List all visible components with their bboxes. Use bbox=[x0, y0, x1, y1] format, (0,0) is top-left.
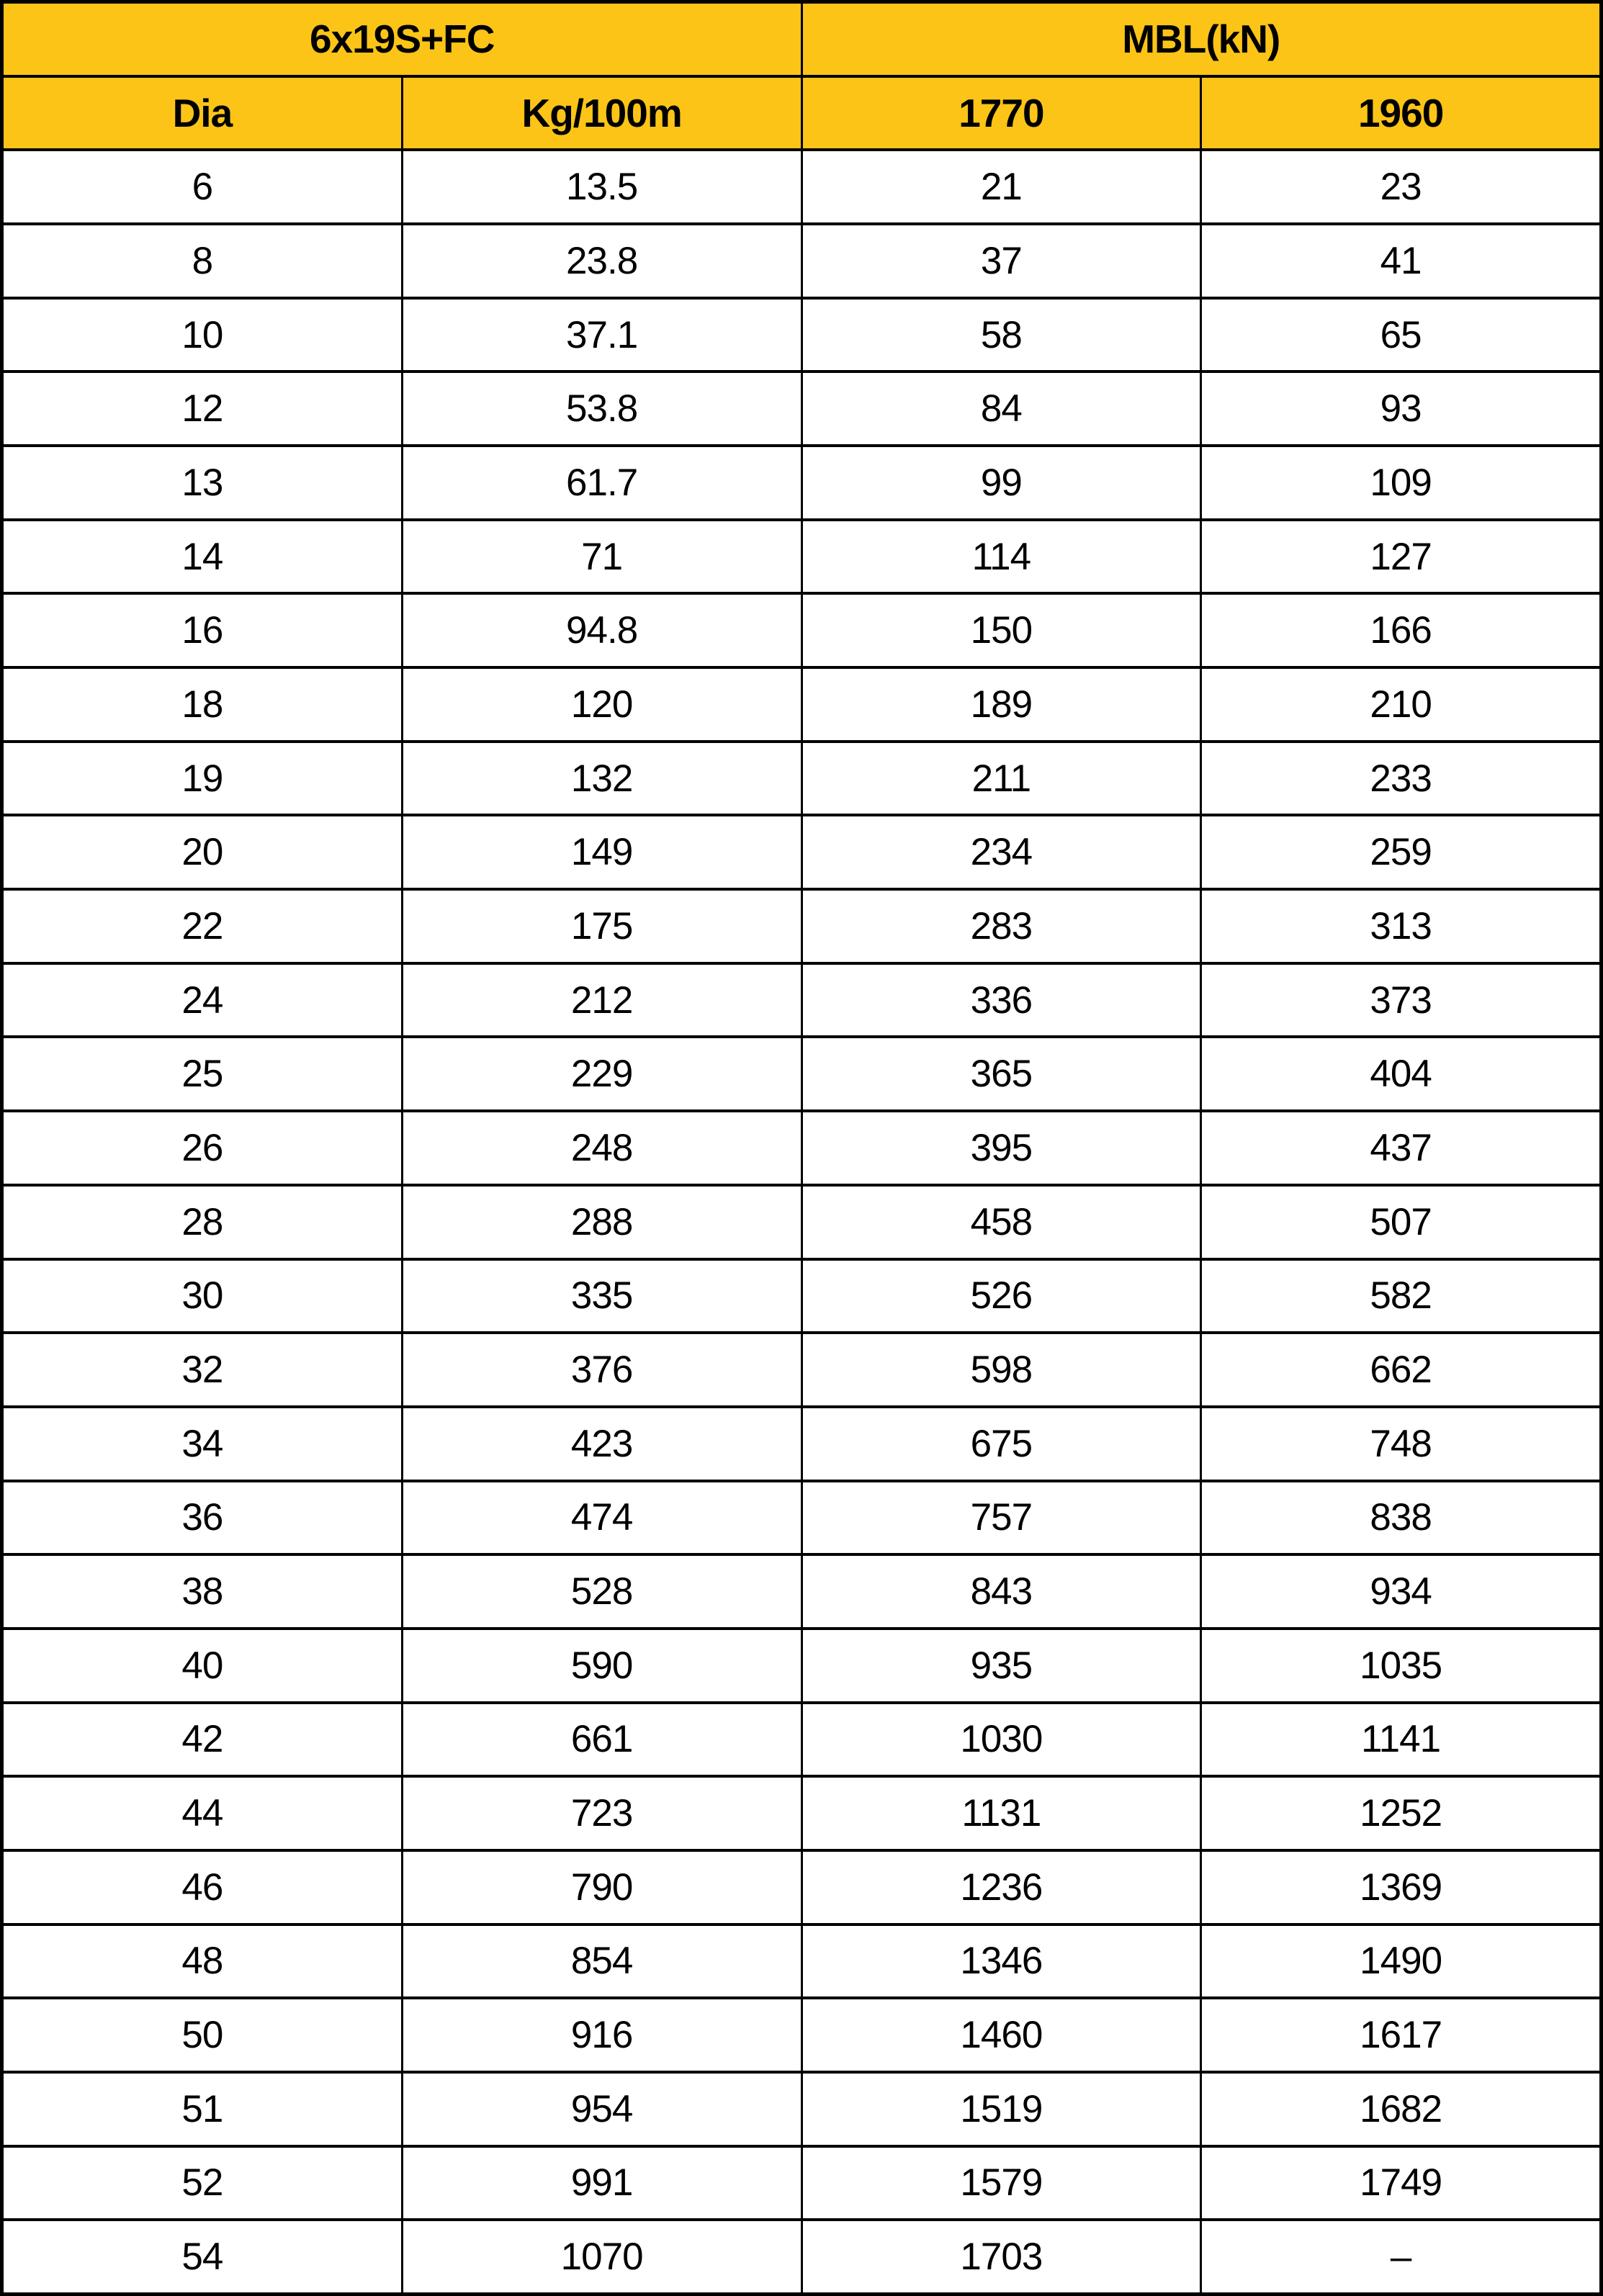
cell-dia: 22 bbox=[4, 891, 401, 962]
cell-mbl-1770: 365 bbox=[803, 1038, 1200, 1109]
cell-dia: 38 bbox=[4, 1556, 401, 1627]
cell-mbl-1770: 99 bbox=[803, 447, 1200, 518]
cell-mbl-1960: 210 bbox=[1202, 669, 1599, 740]
cell-mbl-1770: 283 bbox=[803, 891, 1200, 962]
cell-kg-per-100m: 71 bbox=[403, 521, 801, 593]
cell-kg-per-100m: 528 bbox=[403, 1556, 801, 1627]
cell-kg-per-100m: 120 bbox=[403, 669, 801, 740]
cell-mbl-1770: 935 bbox=[803, 1630, 1200, 1701]
cell-kg-per-100m: 13.5 bbox=[403, 151, 801, 222]
cell-kg-per-100m: 916 bbox=[403, 1999, 801, 2071]
cell-mbl-1960: 1141 bbox=[1202, 1704, 1599, 1775]
cell-kg-per-100m: 723 bbox=[403, 1778, 801, 1849]
cell-mbl-1960: 65 bbox=[1202, 300, 1599, 371]
cell-mbl-1770: 598 bbox=[803, 1334, 1200, 1405]
cell-mbl-1960: 838 bbox=[1202, 1482, 1599, 1554]
cell-dia: 20 bbox=[4, 816, 401, 888]
cell-kg-per-100m: 149 bbox=[403, 816, 801, 888]
cell-mbl-1960: 313 bbox=[1202, 891, 1599, 962]
cell-kg-per-100m: 53.8 bbox=[403, 373, 801, 444]
cell-dia: 16 bbox=[4, 595, 401, 666]
cell-mbl-1770: 1579 bbox=[803, 2148, 1200, 2219]
cell-dia: 40 bbox=[4, 1630, 401, 1701]
cell-dia: 18 bbox=[4, 669, 401, 740]
cell-mbl-1770: 458 bbox=[803, 1187, 1200, 1258]
cell-mbl-1960: 166 bbox=[1202, 595, 1599, 666]
cell-mbl-1960: 934 bbox=[1202, 1556, 1599, 1627]
cell-mbl-1770: 21 bbox=[803, 151, 1200, 222]
cell-mbl-1770: 211 bbox=[803, 743, 1200, 814]
cell-mbl-1960: 748 bbox=[1202, 1408, 1599, 1480]
cell-mbl-1770: 58 bbox=[803, 300, 1200, 371]
cell-mbl-1960: – bbox=[1202, 2221, 1599, 2292]
cell-kg-per-100m: 1070 bbox=[403, 2221, 801, 2292]
cell-dia: 44 bbox=[4, 1778, 401, 1849]
cell-dia: 50 bbox=[4, 1999, 401, 2071]
cell-mbl-1770: 526 bbox=[803, 1261, 1200, 1332]
cell-mbl-1770: 1460 bbox=[803, 1999, 1200, 2071]
cell-mbl-1770: 1519 bbox=[803, 2074, 1200, 2145]
cell-dia: 13 bbox=[4, 447, 401, 518]
cell-mbl-1960: 233 bbox=[1202, 743, 1599, 814]
cell-dia: 52 bbox=[4, 2148, 401, 2219]
cell-mbl-1960: 582 bbox=[1202, 1261, 1599, 1332]
cell-dia: 46 bbox=[4, 1852, 401, 1923]
cell-mbl-1960: 507 bbox=[1202, 1187, 1599, 1258]
cell-mbl-1960: 373 bbox=[1202, 965, 1599, 1036]
cell-kg-per-100m: 854 bbox=[403, 1926, 801, 1997]
cell-mbl-1960: 1035 bbox=[1202, 1630, 1599, 1701]
cell-kg-per-100m: 288 bbox=[403, 1187, 801, 1258]
cell-mbl-1770: 1346 bbox=[803, 1926, 1200, 1997]
cell-mbl-1770: 675 bbox=[803, 1408, 1200, 1480]
cell-kg-per-100m: 954 bbox=[403, 2074, 801, 2145]
cell-mbl-1770: 1236 bbox=[803, 1852, 1200, 1923]
cell-kg-per-100m: 991 bbox=[403, 2148, 801, 2219]
cell-dia: 34 bbox=[4, 1408, 401, 1480]
cell-mbl-1960: 93 bbox=[1202, 373, 1599, 444]
cell-kg-per-100m: 212 bbox=[403, 965, 801, 1036]
cell-mbl-1960: 1490 bbox=[1202, 1926, 1599, 1997]
cell-kg-per-100m: 661 bbox=[403, 1704, 801, 1775]
cell-dia: 26 bbox=[4, 1112, 401, 1184]
cell-mbl-1960: 1749 bbox=[1202, 2148, 1599, 2219]
cell-mbl-1770: 1703 bbox=[803, 2221, 1200, 2292]
cell-mbl-1770: 336 bbox=[803, 965, 1200, 1036]
cell-kg-per-100m: 61.7 bbox=[403, 447, 801, 518]
cell-dia: 51 bbox=[4, 2074, 401, 2145]
cell-kg-per-100m: 132 bbox=[403, 743, 801, 814]
cell-dia: 19 bbox=[4, 743, 401, 814]
cell-dia: 24 bbox=[4, 965, 401, 1036]
cell-kg-per-100m: 590 bbox=[403, 1630, 801, 1701]
group-header-construction: 6x19S+FC bbox=[4, 4, 801, 75]
cell-mbl-1770: 150 bbox=[803, 595, 1200, 666]
cell-dia: 48 bbox=[4, 1926, 401, 1997]
cell-mbl-1960: 41 bbox=[1202, 225, 1599, 297]
cell-kg-per-100m: 37.1 bbox=[403, 300, 801, 371]
column-header-mbl-1960: 1960 bbox=[1202, 78, 1599, 149]
cell-kg-per-100m: 175 bbox=[403, 891, 801, 962]
cell-dia: 54 bbox=[4, 2221, 401, 2292]
column-header-mbl-1770: 1770 bbox=[803, 78, 1200, 149]
cell-dia: 30 bbox=[4, 1261, 401, 1332]
column-header-dia: Dia bbox=[4, 78, 401, 149]
cell-kg-per-100m: 23.8 bbox=[403, 225, 801, 297]
cell-mbl-1960: 1369 bbox=[1202, 1852, 1599, 1923]
cell-dia: 25 bbox=[4, 1038, 401, 1109]
cell-mbl-1770: 189 bbox=[803, 669, 1200, 740]
cell-mbl-1960: 1682 bbox=[1202, 2074, 1599, 2145]
cell-mbl-1960: 259 bbox=[1202, 816, 1599, 888]
cell-kg-per-100m: 335 bbox=[403, 1261, 801, 1332]
cell-kg-per-100m: 229 bbox=[403, 1038, 801, 1109]
cell-dia: 28 bbox=[4, 1187, 401, 1258]
cell-dia: 8 bbox=[4, 225, 401, 297]
group-header-mbl: MBL(kN) bbox=[803, 4, 1600, 75]
cell-mbl-1770: 1131 bbox=[803, 1778, 1200, 1849]
cell-kg-per-100m: 94.8 bbox=[403, 595, 801, 666]
cell-mbl-1770: 843 bbox=[803, 1556, 1200, 1627]
cell-dia: 42 bbox=[4, 1704, 401, 1775]
cell-mbl-1960: 1617 bbox=[1202, 1999, 1599, 2071]
cell-mbl-1960: 1252 bbox=[1202, 1778, 1599, 1849]
cell-dia: 14 bbox=[4, 521, 401, 593]
cell-dia: 12 bbox=[4, 373, 401, 444]
cell-dia: 10 bbox=[4, 300, 401, 371]
cell-mbl-1960: 109 bbox=[1202, 447, 1599, 518]
cell-kg-per-100m: 248 bbox=[403, 1112, 801, 1184]
cell-kg-per-100m: 474 bbox=[403, 1482, 801, 1554]
cell-mbl-1960: 404 bbox=[1202, 1038, 1599, 1109]
cell-mbl-1770: 234 bbox=[803, 816, 1200, 888]
cell-mbl-1770: 84 bbox=[803, 373, 1200, 444]
cell-mbl-1770: 114 bbox=[803, 521, 1200, 593]
cell-mbl-1770: 395 bbox=[803, 1112, 1200, 1184]
cell-dia: 6 bbox=[4, 151, 401, 222]
cell-mbl-1960: 127 bbox=[1202, 521, 1599, 593]
cell-mbl-1960: 662 bbox=[1202, 1334, 1599, 1405]
cell-mbl-1770: 37 bbox=[803, 225, 1200, 297]
cell-mbl-1770: 757 bbox=[803, 1482, 1200, 1554]
cell-kg-per-100m: 423 bbox=[403, 1408, 801, 1480]
cell-mbl-1960: 23 bbox=[1202, 151, 1599, 222]
cell-mbl-1960: 437 bbox=[1202, 1112, 1599, 1184]
cell-kg-per-100m: 376 bbox=[403, 1334, 801, 1405]
cell-dia: 36 bbox=[4, 1482, 401, 1554]
column-header-kg-per-100m: Kg/100m bbox=[403, 78, 801, 149]
cell-dia: 32 bbox=[4, 1334, 401, 1405]
cell-kg-per-100m: 790 bbox=[403, 1852, 801, 1923]
cell-mbl-1770: 1030 bbox=[803, 1704, 1200, 1775]
